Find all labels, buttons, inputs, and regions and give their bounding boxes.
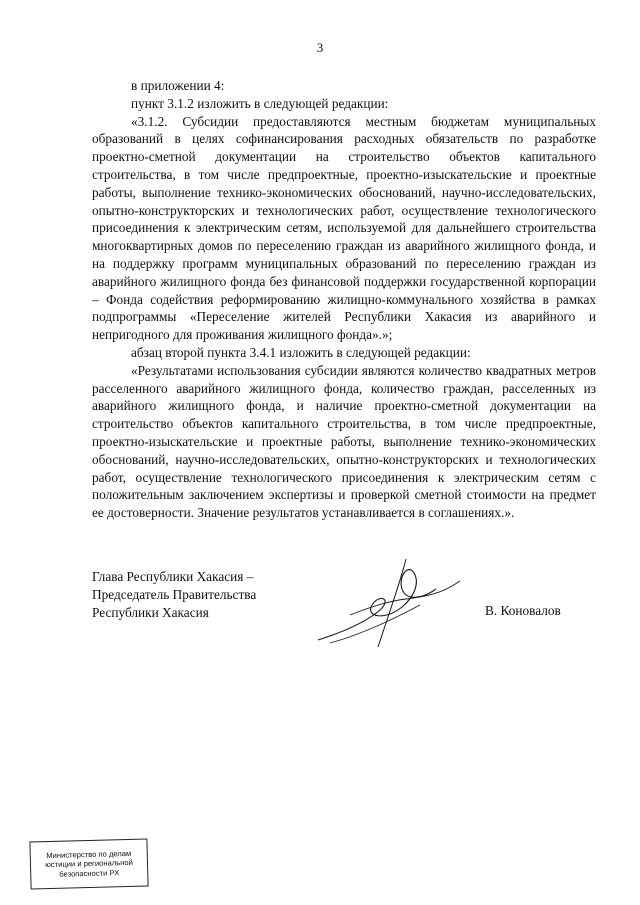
document-body	[92, 77, 596, 522]
signer-title-line: Председатель Правительства	[92, 586, 257, 602]
paragraph-clause-intro: пункт 3.1.2 изложить в следующей редакции:	[131, 95, 389, 111]
signer-name: В. Коновалов	[485, 603, 561, 618]
paragraph-clause-3-4-1-intro: абзац второй пункта 3.4.1 изложить в следующей редакции:	[131, 344, 471, 360]
stamp-line: юстиции и региональной	[45, 858, 133, 870]
signer-title-line: Республики Хакасия	[92, 604, 209, 620]
handwritten-signature	[310, 555, 470, 655]
stamp-line: Министерство по делам	[46, 848, 132, 861]
page-number: 3	[316, 40, 324, 55]
paragraph-results: «Результатами использования субсидии являются количество квадратных метров расселенного аварийного жилищного фонда, количество граждан, расселенных из аварийного жилищного фонда, и наличие проектно-сметной документации на строительство объектов капитального строительства, в том числе предпроектные, проектно-изыскательские и проектные работы, выполнение технико-экономических обоснований, научно-исследовательских, опытно-конструкторских и технологических работ, осуществление технологического присоединения к электрическим сетям с положительным заключением экспертизы и проверкой сметной стоимости на предмет ее достоверности. Значение результатов устанавливается в соглашениях.».	[92, 362, 596, 521]
signer-title	[92, 568, 256, 621]
signer-title-line: Глава Республики Хакасия –	[92, 569, 254, 584]
stamp-line: безопасности РХ	[59, 867, 120, 879]
paragraph-appendix-ref: в приложении 4:	[131, 78, 225, 93]
registration-stamp	[29, 838, 148, 889]
paragraph-clause-3-1-2: «3.1.2. Субсидии предоставляются местным бюджетам муниципальных образований в целях софинансирования расходных обязательств по разработке проектно-сметной документации на строительство объектов капитального строительства, в том числе предпроектные, проектно-изыскательские и проектные работы, выполнение технико-экономических обоснований, научно-исследовательских, опытно-конструкторских и технологических работ, осуществление технологического присоединения к электрическим сетям, используемой для дальнейшего строительства многоквартирных домов по переселению граждан из аварийного жилищного фонда, и на поддержку программ муниципальных образований по переселению граждан из аварийного жилищного фонда без финансовой поддержки государственной корпорации – Фонда содействия реформированию жилищно-коммунального хозяйства в рамках подпрограммы «Переселение жителей Республики Хакасия из аварийного и непригодного для проживания жилищного фонда».»;	[92, 113, 596, 343]
